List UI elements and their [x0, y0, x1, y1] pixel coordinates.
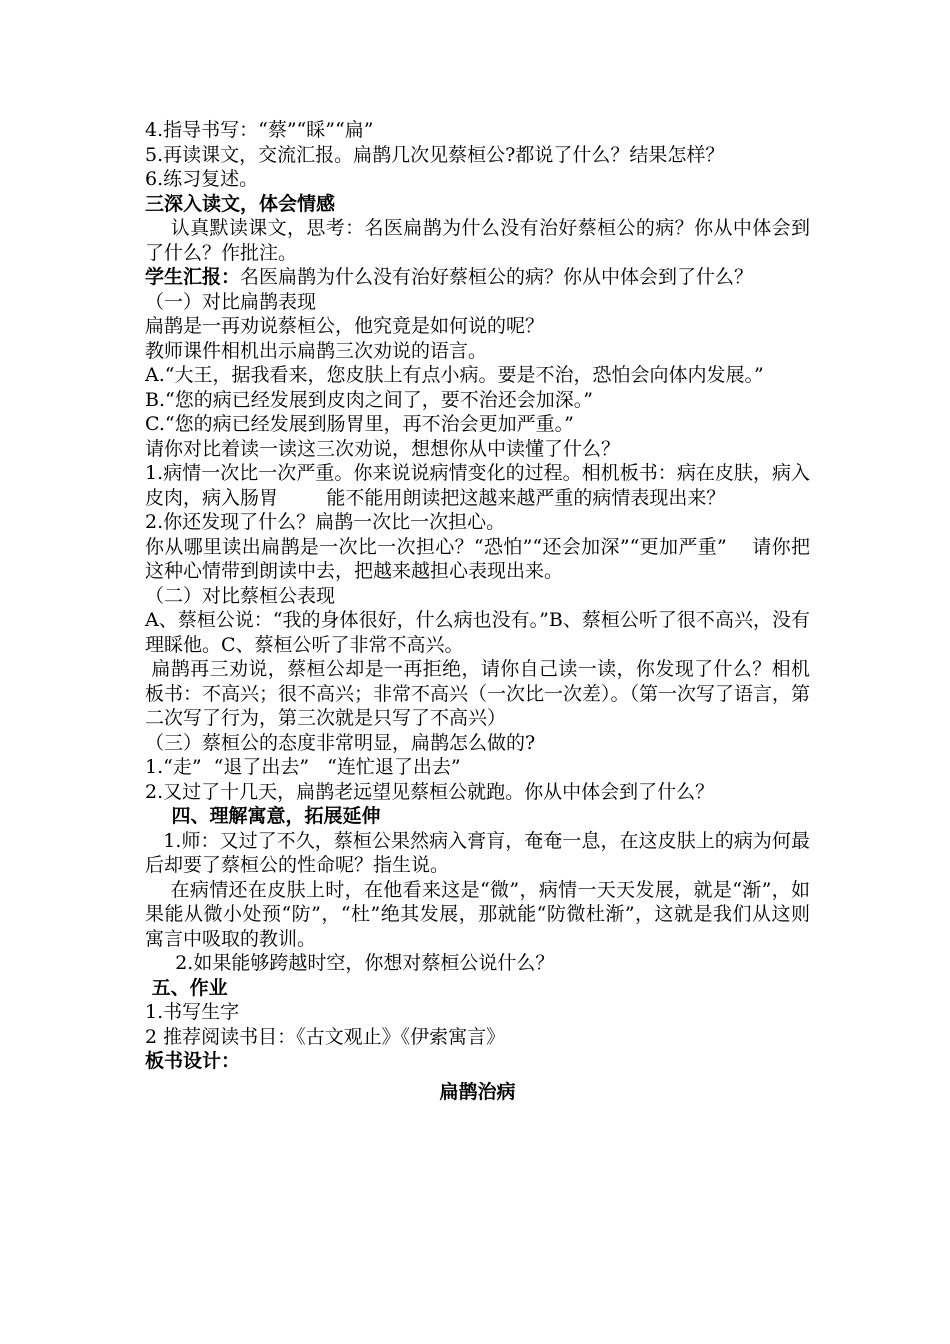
paragraph: 2.又过了十几天，扁鹊老远望见蔡桓公就跑。你从中体会到了什么？ — [145, 780, 715, 803]
paragraph: A.“大王，据我看来，您皮肤上有点小病。要是不治，恐怕会向体内发展。” — [145, 364, 764, 386]
paragraph: 4.指导书写：“蔡”“睬”“扁” — [145, 119, 374, 141]
document-body — [145, 118, 810, 1104]
paragraph: 5.再读课文，交流汇报。扁鹊几次见蔡桓公?都说了什么？结果怎样？ — [145, 143, 725, 166]
paragraph: 2 推荐阅读书目：《古文观止》《伊索寓言》 — [145, 1025, 506, 1048]
paragraph: 1.书写生字 — [145, 1001, 240, 1023]
paragraph: 2.如果能够跨越时空，你想对蔡桓公说什么？ — [145, 952, 555, 974]
paragraph: 扁鹊再三劝说，蔡桓公却是一再拒绝，请你自己读一读，你发现了什么？相机板书：不高兴；很不高兴；非常不高兴（一次比一次差）。（第一次写了语言，第二次写了行为，第三次就是只写了不高兴） — [145, 658, 811, 729]
paragraph: 1.病情一次比一次严重。你来说说病情变化的过程。相机板书：病在皮肤，病入皮肉，病入肠胃 能不能用朗读把这越来越严重的病情表现出来？ — [145, 462, 810, 509]
paragraph: 1.“走” “退了出去” “连忙退了出去” — [145, 756, 461, 778]
paragraph: 你从哪里读出扁鹊是一次比一次担心？“恐怕”“还会加深”“更加严重” 请你把这种心情带到朗读中去，把越来越担心表现出来。 — [145, 535, 810, 582]
paragraph: 教师课件相机出示扁鹊三次劝说的语言。 — [145, 339, 488, 362]
paragraph: 2.你还发现了什么？扁鹊一次比一次担心。 — [145, 511, 506, 533]
section-heading: 三深入读文，体会情感 — [145, 192, 336, 215]
paragraph: 扁鹊是一再劝说蔡桓公，他究竟是如何说的呢？ — [145, 315, 545, 337]
paragraph: 1.师：又过了不久，蔡桓公果然病入膏肓，奄奄一息，在这皮肤上的病为何最后却要了蔡桓公的性命呢？指生说。 — [145, 829, 810, 876]
paragraph-label: 学生汇报： — [145, 266, 241, 288]
section-heading: 四、理解寓意，拓展延伸 — [145, 805, 381, 827]
paragraph: 请你对比着读一读这三次劝说，想想你从中读懂了什么？ — [145, 437, 621, 460]
paragraph: 学生汇报：名医扁鹊为什么没有治好蔡桓公的病？你从中体会到了什么？ — [145, 266, 754, 288]
paragraph: （一）对比扁鹊表现 — [145, 290, 317, 313]
section-heading: 扁鹊治病 — [439, 1080, 516, 1103]
paragraph: （二）对比蔡桓公表现 — [145, 584, 336, 607]
paragraph: 认真默读课文，思考：名医扁鹊为什么没有治好蔡桓公的病？你从中体会到了什么？作批注。 — [145, 217, 810, 264]
paragraph: 6.练习复述。 — [145, 168, 259, 190]
paragraph: B.“您的病已经发展到皮肉之间了，要不治还会加深。” — [145, 388, 593, 411]
section-heading: 五、作业 — [145, 976, 228, 999]
paragraph: C.“您的病已经发展到肠胃里，再不治会更加严重。” — [145, 413, 574, 435]
paragraph: A、蔡桓公说：“我的身体很好，什么病也没有。”B、蔡桓公听了很不高兴，没有理睬他。C、蔡桓公听了非常不高兴。 — [145, 609, 810, 656]
paragraph: （三）蔡桓公的态度非常明显，扁鹊怎么做的? — [145, 731, 536, 754]
section-heading: 板书设计： — [145, 1050, 241, 1072]
paragraph: 在病情还在皮肤上时，在他看来这是“微”，病情一天天发展，就是“渐”，如果能从微小处预“防”，“杜”绝其发展，那就能“防微杜渐”，这就是我们从这则寓言中吸取的教训。 — [145, 878, 810, 950]
